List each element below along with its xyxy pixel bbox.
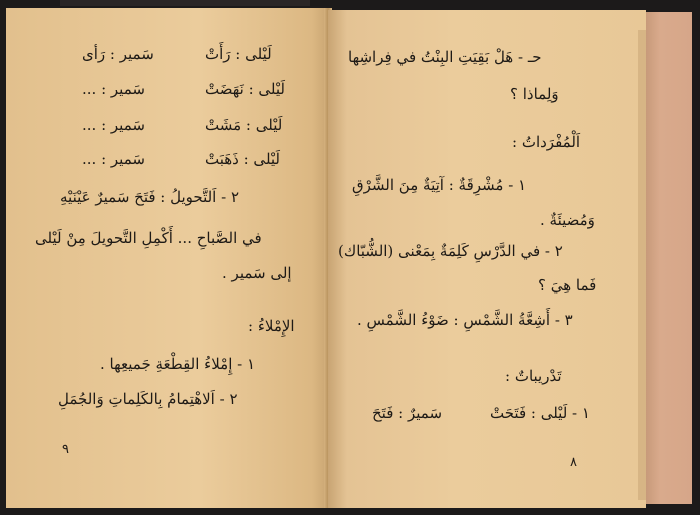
dialogue-laila-4: لَيْلى : ذَهَبَتْ xyxy=(205,150,280,168)
vocab-item-1-line-2: وَمُضيئَةٌ . xyxy=(540,211,595,229)
vocab-item-2-line-2: فَما هِيَ ؟ xyxy=(538,276,597,294)
dialogue-samir-4: سَمير : ... xyxy=(82,150,145,168)
page-number-left: ٩ xyxy=(62,442,69,457)
vocab-item-2-line-1: ٢ - في الدَّرْسِ كَلِمَةٌ بِمَعْنى (الشُّبّاك) xyxy=(338,242,563,260)
dictation-heading: الإِمْلاءُ : xyxy=(248,317,295,335)
vocab-heading: اَلْمُفْرَداتُ : xyxy=(512,133,581,151)
exercises-heading: تَدْريباتٌ : xyxy=(505,367,562,385)
transform-line-1: ٢ - اَلتَّحويلُ : فَتَحَ سَميرٌ عَيْنَيْهِ xyxy=(60,188,240,206)
dialogue-samir-2: سَمير : ... xyxy=(82,80,145,98)
dictation-item-2: ٢ - اَلاهْتِمامُ بِالكَلِماتِ وَالجُمَلِ xyxy=(58,390,238,408)
scanner-edge xyxy=(60,0,310,6)
book-cover-edge xyxy=(646,12,692,504)
transform-line-2: في الصَّباحِ ... أَكْمِلِ التَّحويلَ مِنْ لَيْلى xyxy=(35,229,262,247)
dialogue-laila-2: لَيْلى : نَهَضَتْ xyxy=(205,80,285,98)
dictation-item-1: ١ - إِمْلاءُ القِطْعَةِ جَميعِها . xyxy=(100,355,256,373)
transform-line-3: إلى سَمير . xyxy=(222,264,292,282)
question-line-2: وَلِماذا ؟ xyxy=(510,85,559,103)
vocab-item-3: ٣ - أَشِعَّةُ الشَّمْسِ : ضَوْءُ الشَّمْسِ . xyxy=(357,311,573,329)
vocab-item-1-line-1: ١ - مُشْرِقَةٌ : آتِيَةٌ مِنَ الشَّرْقِ xyxy=(352,176,527,194)
dialogue-laila-3: لَيْلى : مَشَتْ xyxy=(205,116,283,134)
page-number-right: ٨ xyxy=(570,455,577,470)
question-line-1: حـ - هَلْ بَقِيَتِ البِنْتُ في فِراشِها xyxy=(348,48,542,66)
exercise-1-laila: ١ - لَيْلى : فَتَحَتْ xyxy=(490,404,590,422)
exercise-1-samir: سَميرٌ : فَتَحَ xyxy=(372,404,443,422)
dialogue-laila-1-text: لَيْلى : رَأَتْ xyxy=(205,45,272,63)
dialogue-samir-1-text: سَمير : رَأى xyxy=(82,45,154,63)
dialogue-samir-3: سَمير : ... xyxy=(82,116,145,134)
